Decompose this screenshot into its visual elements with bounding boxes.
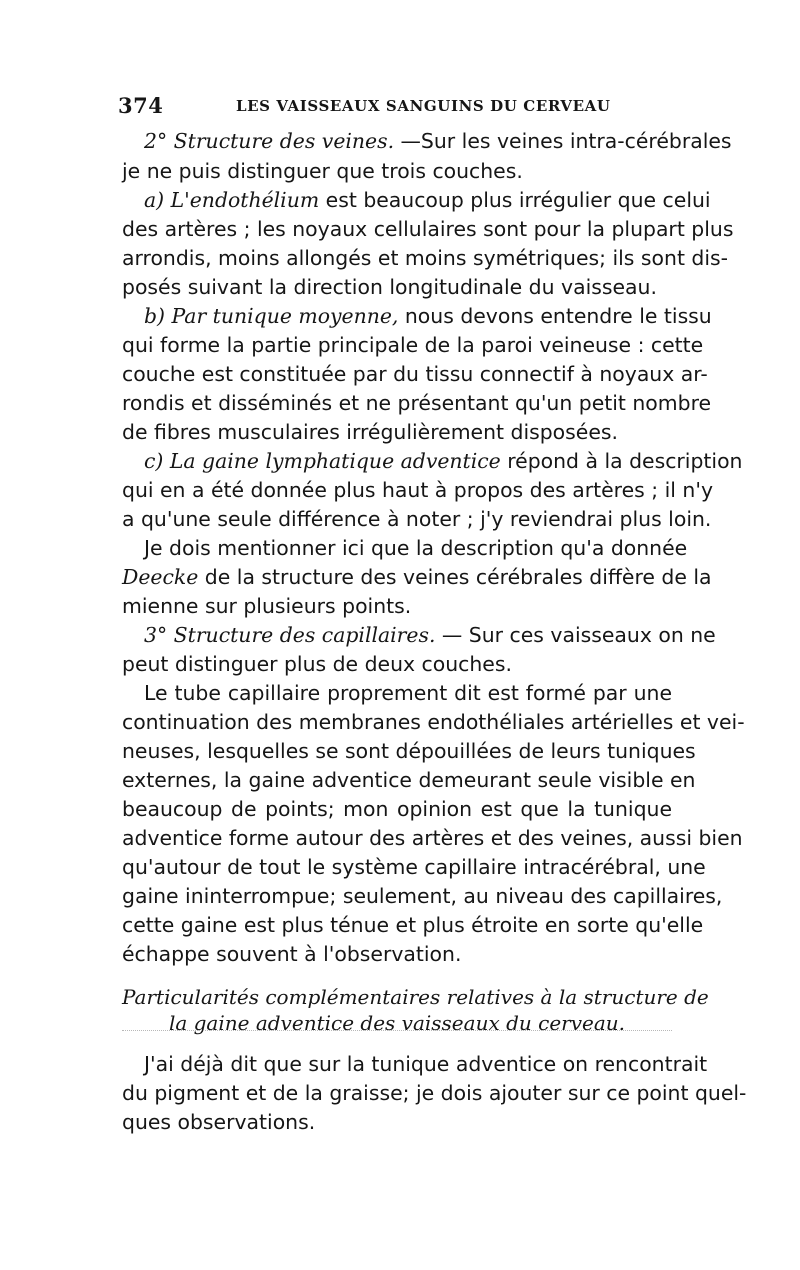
text-line: Deecke de la structure des veines cérébrales diffère de la	[122, 565, 712, 589]
author-name: Deecke	[122, 565, 199, 589]
subsection-label: c) La gaine lymphatique adventice	[144, 449, 501, 473]
text-line: a qu'une seule différence à noter ; j'y reviendrai plus loin.	[122, 507, 712, 531]
page-header	[118, 93, 678, 119]
text-line: cette gaine est plus ténue et plus étroite en sorte qu'elle	[122, 913, 704, 937]
text-line: du pigment et de la graisse; je dois ajouter sur ce point quel-	[122, 1081, 747, 1105]
text-line: qui forme la partie principale de la paroi veineuse : cette	[122, 333, 704, 357]
text-line: 3° Structure des capillaires. — Sur ces vaisseaux on ne	[144, 623, 716, 647]
text-line: ques observations.	[122, 1110, 316, 1134]
text-line: externes, la gaine adventice demeurant seule visible en	[122, 768, 696, 792]
text-line: Je dois mentionner ici que la description qu'a donnée	[144, 536, 688, 560]
text-line: c) La gaine lymphatique adventice répond à la description	[144, 449, 743, 473]
text-line: posés suivant la direction longitudinale du vaisseau.	[122, 275, 657, 299]
text-line: Le tube capillaire proprement dit est formé par une	[144, 681, 672, 705]
text-line: arrondis, moins allongés et moins symétriques; ils sont dis-	[122, 246, 729, 270]
subsection-label: b) Par tunique moyenne,	[144, 304, 399, 328]
text-line: 2° Structure des veines. —Sur les veines intra-cérébrales	[144, 129, 732, 153]
subsection-label: a) L'endothélium	[144, 188, 320, 212]
text-line: beaucoup de points; mon opinion est que la tunique	[122, 797, 672, 821]
page-number: 374	[118, 93, 164, 118]
text-line: b) Par tunique moyenne, nous devons entendre le tissu	[144, 304, 712, 328]
text-line: je ne puis distinguer que trois couches.	[122, 159, 523, 183]
text-line: a) L'endothélium est beaucoup plus irrégulier que celui	[144, 188, 711, 212]
text-line: adventice forme autour des artères et des veines, aussi bien	[122, 826, 743, 850]
text-line: échappe souvent à l'observation.	[122, 942, 462, 966]
text-line: gaine ininterrompue; seulement, au niveau des capillaires,	[122, 884, 723, 908]
heading-rule	[122, 1030, 672, 1031]
text-line: neuses, lesquelles se sont dépouillées de leurs tuniques	[122, 739, 696, 763]
text-line: couche est constituée par du tissu connectif à noyaux ar-	[122, 362, 708, 386]
text-line: qui en a été donnée plus haut à propos des artères ; il n'y	[122, 478, 714, 502]
section-label: 3° Structure des capillaires.	[144, 623, 436, 647]
text-line: continuation des membranes endothéliales artérielles et vei-	[122, 710, 745, 734]
text-line: mienne sur plusieurs points.	[122, 594, 412, 618]
section-heading: Particularités complémentaires relatives à la structure de	[122, 985, 709, 1009]
running-title: LES VAISSEAUX SANGUINS DU CERVEAU	[236, 97, 611, 115]
text-line: de fibres musculaires irrégulièrement disposées.	[122, 420, 618, 444]
text-line: des artères ; les noyaux cellulaires sont pour la plupart plus	[122, 217, 734, 241]
text-line: peut distinguer plus de deux couches.	[122, 652, 512, 676]
text-line: rondis et disséminés et ne présentant qu'un petit nombre	[122, 391, 712, 415]
text-line: qu'autour de tout le système capillaire intracérébral, une	[122, 855, 706, 879]
section-heading: la gaine adventice des vaisseaux du cerveau.	[168, 1011, 626, 1035]
section-label: 2° Structure des veines.	[144, 129, 395, 153]
text-line: J'ai déjà dit que sur la tunique adventice on rencontrait	[144, 1052, 708, 1076]
